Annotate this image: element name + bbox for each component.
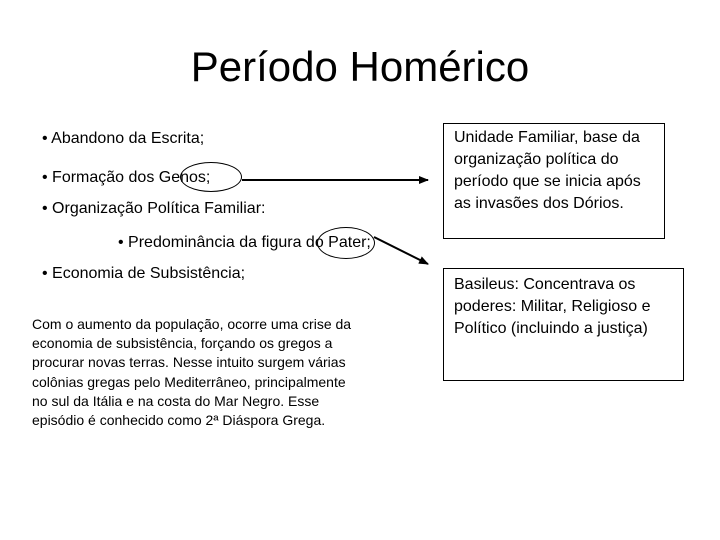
slide-title: Período Homérico <box>190 43 530 90</box>
basileus-box: Basileus: Concentrava os poderes: Militar, Religioso e Político (incluindo a justiça) <box>443 268 684 381</box>
unidade-familiar-box: Unidade Familiar, base da organização política do período que se inicia após as invasões dos Dórios. <box>443 123 665 239</box>
bullet-predominancia-pater: • Predominância da figura do Pater; <box>118 234 371 251</box>
pater-to-basileus-arrow <box>374 237 428 264</box>
bullet-organizacao-politica: • Organização Política Familiar: <box>42 200 266 217</box>
bullet-abandono-escrita: • Abandono da Escrita; <box>42 130 205 147</box>
bullet-economia-subsistencia: • Economia de Subsistência; <box>42 265 246 282</box>
bullet-formacao-genos: • Formação dos Genos; <box>42 169 211 186</box>
diaspora-paragraph: Com o aumento da população, ocorre uma crise da economia de subsistência, forçando os gregos a procurar novas terras. Nesse intuito surgem várias colônias gregas pelo Mediterrâneo, principalmente no sul da Itália e na costa do Mar Negro. Esse episódio é conhecido como 2ª Diáspora Grega. <box>32 316 352 429</box>
